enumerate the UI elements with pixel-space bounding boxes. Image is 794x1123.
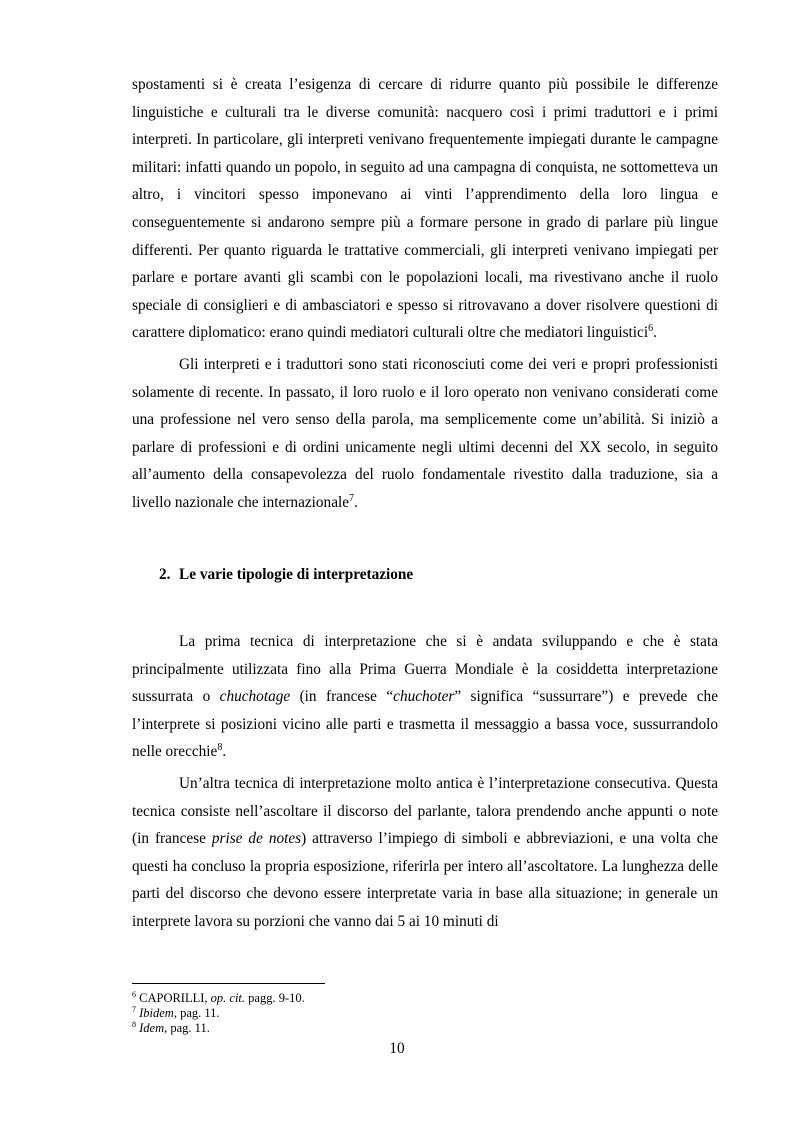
footnote-ref-7[interactable]: 7: [349, 492, 355, 504]
section-heading: [132, 561, 718, 589]
paragraph-3: La prima tecnica di interpretazione che si è andata sviluppando e che è stata principalmente utilizzata fino alla Prima Guerra Mondiale è la cosiddetta interpretazione sussurrata o chuchotage (in francese “chuchoter” significa “sussurrare”) e prevede che l’interprete si posizioni vicino alle parti e trasmetta il messaggio a bassa voce, sussurrandolo nelle orecchie$^8$.: [132, 633, 718, 761]
footnote-divider: [132, 983, 325, 984]
body-text: [132, 71, 718, 936]
footnote-8: $^8$ Idem, pag. 11.: [132, 1020, 210, 1036]
footnote-6: $^6$ CAPORILLI, op. cit. pagg. 9-10.: [132, 989, 305, 1005]
paragraph-2: Gli interpreti e i traduttori sono stati riconosciuti come dei veri e propri professionisti solamente di recente. In passato, il loro ruolo e il loro operato non venivano considerati come una professione nel vero senso della parola, ma semplicemente come un’abilità. Si iniziò a parlare di professioni e di ordini unicamente negli ultimi decenni del XX secolo, in seguito all’aumento della consapevolezza del ruolo fondamentale rivestito dalla traduzione, sia a livello nazionale che internazionale$^7$.: [132, 355, 718, 511]
paragraph-4: Un’altra tecnica di interpretazione molto antica è l’interpretazione consecutiva. Questa tecnica consiste nell’ascoltare il discorso del parlante, talora prendendo anche appunti o note (in francese prise de notes) attraverso l’impiego di simboli e abbreviazioni, e una volta che questi ha concluso la propria esposizione, riferirla per intero all’ascoltatore. La lunghezza delle parti del discorso che devono essere interpretate varia in base alla situazione; in generale un interprete lavora su porzioni che vanno dai 5 ai 10 minuti di: [132, 775, 718, 931]
section-number: 2.: [159, 565, 171, 583]
footnote-ref-8[interactable]: 8: [217, 742, 223, 754]
section-title: Le varie tipologie di interpretazione: [179, 565, 414, 583]
footnote-7: $^7$ Ibidem, pag. 11.: [132, 1005, 220, 1021]
page-number: 10: [389, 1040, 405, 1057]
footnote-ref-6[interactable]: 6: [648, 323, 654, 335]
footnotes: [132, 983, 718, 1037]
paragraph-1: spostamenti si è creata l’esigenza di cercare di ridurre quanto più possibile le differenze linguistiche e culturali tra le diverse comunità: nacquero così i primi traduttori e i primi interpreti. In particolare, gli interpreti venivano frequentemente impiegati durante le campagne militari: infatti quando un popolo, in seguito ad una campagna di conquista, ne sottometteva un altro, i vincitori spesso imponevano ai vinti l’apprendimento della loro lingua e conseguentemente si andarono sempre più a formare persone in grado di parlare più lingue differenti. Per quanto riguarda le trattative commerciali, gli interpreti venivano impiegati per parlare e portare avanti gli scambi con le popolazioni locali, ma rivestivano anche il ruolo speciale di consiglieri e di ambasciatori e spesso si ritrovavano a dover risolvere questioni di carattere diplomatico: erano quindi mediatori culturali oltre che mediatori linguistici$^6$.: [132, 76, 718, 342]
